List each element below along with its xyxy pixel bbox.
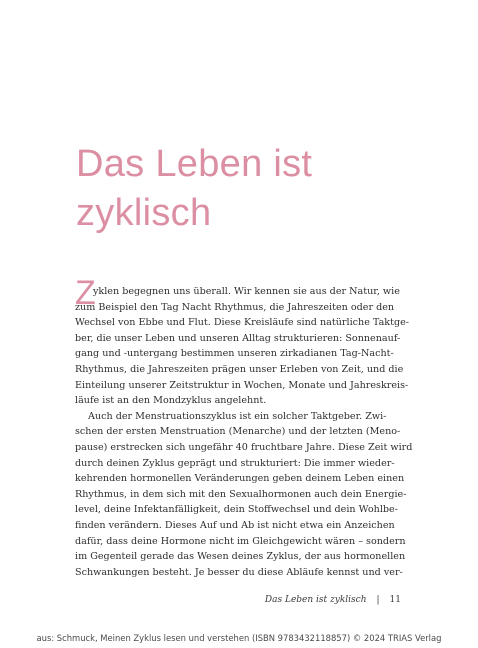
- footer-separator: |: [376, 595, 380, 605]
- drop-cap: Z: [75, 274, 96, 312]
- body-line: durch deinen Zyklus geprägt und strukturiert: Die immer wieder-: [75, 457, 395, 469]
- running-footer-title: Das Leben ist zyklisch: [264, 595, 367, 605]
- body-line: yklen begegnen uns überall. Wir kennen sie aus der Natur, wie: [93, 286, 400, 297]
- body-line: kehrenden hormonellen Veränderungen geben deinem Leben einen: [75, 473, 405, 485]
- body-line: level, deine Infektanfälligkeit, dein Stoffwechsel und dein Wohlbe-: [75, 504, 398, 516]
- body-line: gang und -untergang bestimmen unseren zirkadianen Tag-Nacht-: [75, 348, 394, 360]
- body-line: finden verändern. Dieses Auf und Ab ist nicht etwa ein Anzeichen: [75, 519, 395, 531]
- body-line: im Gegenteil gerade das Wesen deines Zyklus, der aus hormonellen: [75, 551, 406, 563]
- body-line: ber, die unser Leben und unseren Alltag strukturieren: Sonnenauf-: [75, 332, 401, 344]
- body-line: Wechsel von Ebbe und Flut. Diese Kreisläufe sind natürliche Taktge-: [75, 317, 410, 329]
- body-text: [75, 284, 413, 580]
- chapter-title-line-1: Das Leben ist: [76, 143, 313, 185]
- body-line: läufe ist an den Mondzyklus angelehnt.: [75, 395, 267, 407]
- chapter-title-line-2: zyklisch: [76, 192, 212, 234]
- body-line: pause) erstrecken sich ungefähr 40 fruchtbare Jahre. Diese Zeit wird: [75, 441, 413, 453]
- body-line: Rhythmus, die Jahreszeiten prägen unser Erleben von Zeit, und die: [75, 363, 404, 375]
- body-line: zum Beispiel den Tag Nacht Rhythmus, die Jahreszeiten oder den: [75, 301, 395, 313]
- body-line: dafür, dass deine Hormone nicht im Gleichgewicht wären – sondern: [75, 535, 406, 547]
- body-line: Schwankungen besteht. Je besser du diese Abläufe kennst und ver-: [75, 566, 403, 578]
- body-line: Einteilung unserer Zeitstruktur in Wochen, Monate und Jahreskreis-: [75, 379, 409, 391]
- running-footer: [265, 595, 401, 605]
- body-line: Rhythmus, in dem sich mit den Sexualhormonen auch dein Energie-: [75, 488, 407, 500]
- body-line: Auch der Menstruationszyklus ist ein solcher Taktgeber. Zwi-: [88, 410, 387, 422]
- chapter-title: [76, 140, 312, 238]
- source-citation: aus: Schmuck, Meinen Zyklus lesen und verstehen (ISBN 9783432118857) © 2024 TRIAS Verlag: [36, 633, 442, 643]
- page-number: 11: [389, 595, 401, 605]
- body-line: schen der ersten Menstruation (Menarche) und der letzten (Meno-: [75, 426, 401, 438]
